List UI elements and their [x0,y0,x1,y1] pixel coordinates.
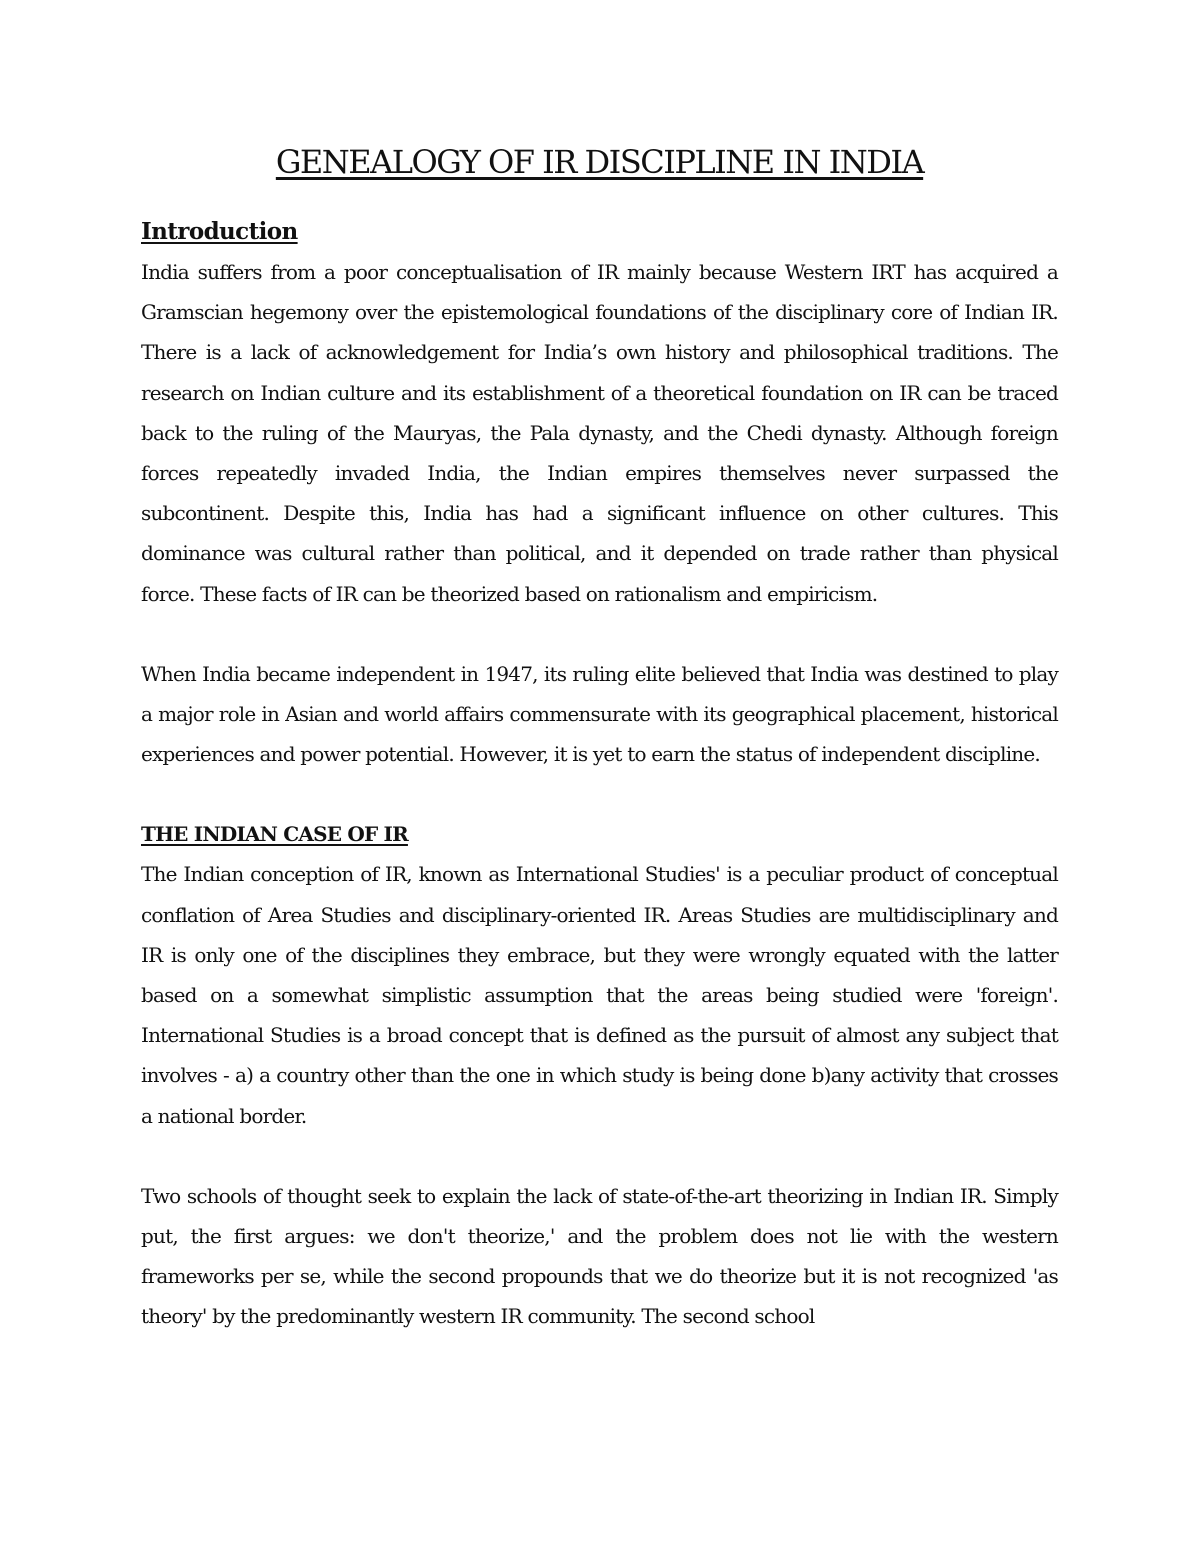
section-heading-introduction: Introduction [141,218,298,245]
paragraph-spacer [141,1136,1058,1176]
document-page [141,140,1058,1337]
indian-case-paragraph-2: Two schools of thought seek to explain the lack of state-of-the-art theorizing in Indian IR. Simply put, the first argues: we don't theorize,' and the problem does not lie with the western frameworks per se, while the second propounds that we do theorize but it is not recognized 'as theory' by the predominantly western IR community. The second school [141,1183,1058,1329]
section-heading-indian-case: THE INDIAN CASE OF IR [141,822,408,847]
intro-paragraph-2: When India became independent in 1947, its ruling elite believed that India was destined to play a major role in Asian and world affairs commensurate with its geographical placement, historical experiences and power potential. However, it is yet to earn the status of independent discipline. [141,661,1058,767]
paragraph-spacer [141,614,1058,654]
indian-case-paragraph-1: The Indian conception of IR, known as International Studies' is a peculiar product of conceptual conflation of Area Studies and disciplinary-oriented IR. Areas Studies are multidisciplinary and IR is only one of the disciplines they embrace, but they were wrongly equated with the latter based on a somewhat simplistic assumption that the areas being studied were 'foreign'. International Studies is a broad concept that is defined as the pursuit of almost any subject that involves - a) a country other than the one in which study is being done b)any activity that crosses a national border. [141,862,1058,1128]
paragraph-spacer [141,774,1058,814]
document-title: GENEALOGY OF IR DISCIPLINE IN INDIA [275,143,924,181]
intro-paragraph-1: India suffers from a poor conceptualisation of IR mainly because Western IRT has acquired a Gramscian hegemony over the epistemological foundations of the disciplinary core of Indian IR. There is a lack of acknowledgement for India’s own history and philosophical traditions. The research on Indian culture and its establishment of a theoretical foundation on IR can be traced back to the ruling of the Mauryas, the Pala dynasty, and the Chedi dynasty. Although foreign forces repeatedly invaded India, the Indian empires themselves never surpassed the subcontinent. Despite this, India has had a significant influence on other cultures. This dominance was cultural rather than political, and it depended on trade rather than physical force. These facts of IR can be theorized based on rationalism and empiricism. [141,260,1058,606]
